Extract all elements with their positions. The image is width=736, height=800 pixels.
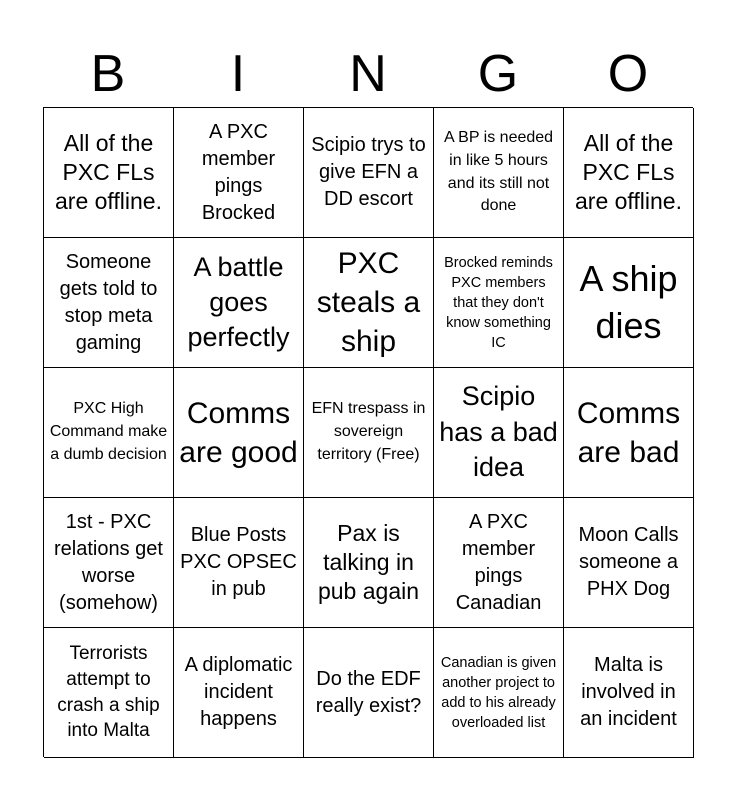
cell-text: 1st - PXC relations get worse (somehow) xyxy=(54,510,163,614)
cell-text: A PXC member pings Brocked xyxy=(201,120,276,224)
bingo-cell[interactable] xyxy=(174,498,304,628)
bingo-cell[interactable] xyxy=(564,498,694,628)
bingo-cell[interactable] xyxy=(174,628,304,758)
cell-text: A PXC member pings Canadian xyxy=(455,510,542,614)
cell-text: Moon Calls someone a PHX Dog xyxy=(578,524,679,600)
bingo-cell[interactable] xyxy=(44,368,174,498)
bingo-cell[interactable] xyxy=(44,628,174,758)
bingo-cell[interactable] xyxy=(434,108,564,238)
cell-text: PXC steals a ship xyxy=(316,247,421,358)
bingo-cell[interactable] xyxy=(434,498,564,628)
cell-text: Scipio has a bad idea xyxy=(439,381,558,483)
bingo-cell[interactable] xyxy=(304,238,434,368)
bingo-cell[interactable] xyxy=(304,108,434,238)
cell-text: Comms are good xyxy=(179,396,298,469)
bingo-cell[interactable] xyxy=(44,238,174,368)
cell-text: PXC High Command make a dumb decision xyxy=(49,400,168,463)
bingo-cell[interactable] xyxy=(174,238,304,368)
bingo-cell[interactable] xyxy=(304,628,434,758)
cell-text: Do the EDF really exist? xyxy=(315,667,422,717)
cell-text: Someone gets told to stop meta gaming xyxy=(59,250,158,354)
cell-text: Scipio trys to give EFN a DD escort xyxy=(311,134,426,210)
cell-text: Pax is talking in pub again xyxy=(317,520,420,604)
cell-text: Canadian is given another project to add to his already overloaded list xyxy=(440,654,557,731)
bingo-card-grid xyxy=(43,107,693,757)
bingo-cell[interactable] xyxy=(434,238,564,368)
header-letter-i: I xyxy=(230,45,246,103)
cell-text: A battle goes perfectly xyxy=(187,251,290,353)
bingo-cell[interactable] xyxy=(44,108,174,238)
header-letter-b: B xyxy=(90,45,126,103)
cell-text: All of the PXC FLs are offline. xyxy=(575,130,682,214)
bingo-cell[interactable] xyxy=(44,498,174,628)
header-letter-g: G xyxy=(477,45,519,103)
cell-text: A ship dies xyxy=(579,257,678,346)
bingo-cell[interactable] xyxy=(564,628,694,758)
bingo-cell[interactable] xyxy=(174,108,304,238)
cell-text: Comms are bad xyxy=(576,396,681,469)
cell-text: Brocked reminds PXC members that they don't know something IC xyxy=(444,254,553,351)
cell-text: Terrorists attempt to crash a ship into Malta xyxy=(57,643,160,742)
cell-text: A diplomatic incident happens xyxy=(184,654,293,730)
cell-text: Blue Posts PXC OPSEC in pub xyxy=(180,524,297,600)
cell-text: Malta is involved in an incident xyxy=(580,654,677,730)
bingo-cell[interactable] xyxy=(564,368,694,498)
bingo-cell[interactable] xyxy=(304,368,434,498)
bingo-cell[interactable] xyxy=(174,368,304,498)
header-letter-o: O xyxy=(607,45,649,103)
bingo-cell[interactable] xyxy=(434,628,564,758)
bingo-cell[interactable] xyxy=(434,368,564,498)
bingo-cell[interactable] xyxy=(564,238,694,368)
cell-text: A BP is needed in like 5 hours and its still not done xyxy=(443,129,554,215)
header-letter-n: N xyxy=(349,45,387,103)
bingo-header xyxy=(43,42,693,106)
bingo-cell[interactable] xyxy=(564,108,694,238)
bingo-cell[interactable] xyxy=(304,498,434,628)
cell-text: All of the PXC FLs are offline. xyxy=(55,130,162,214)
cell-text: EFN trespass in sovereign territory (Free) xyxy=(311,400,426,463)
